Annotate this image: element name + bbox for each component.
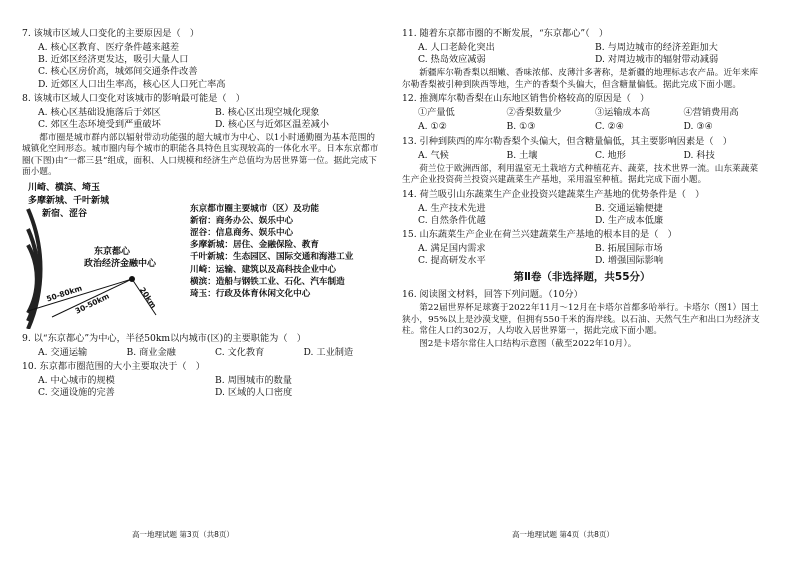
q12-option-b[interactable]: B. ①③ xyxy=(506,121,536,133)
q10-option-c[interactable]: C. 交通设施的完善 xyxy=(38,387,115,399)
ring-label-inner: 新宿、涩谷 xyxy=(42,208,88,219)
q12-item-4: ④营销费用高 xyxy=(683,107,739,119)
legend-item: 千叶新城：生态园区、国际交通和海港工业 xyxy=(190,252,354,263)
distance-label-middle: 30-50km xyxy=(73,290,111,316)
q14-option-a[interactable]: A. 生产技术先进 xyxy=(418,202,486,214)
q9-option-c[interactable]: C. 文化教育 xyxy=(215,346,265,358)
center-label-1: 东京都心 xyxy=(94,246,131,257)
q12-items xyxy=(402,107,762,119)
q14-options xyxy=(402,203,762,227)
netherlands-passage: 荷兰位于欧洲西部，利用温室无土栽培方式种植花卉、蔬菜，技术世界一流。山东莱蔬菜生产企业投资荷兰投资兴建蔬菜生产基地，采用温室种植。据此完成下面小题。 xyxy=(402,163,759,186)
page-footer-right: 高一地理试题 第4页（共8页） xyxy=(512,530,614,539)
q12-option-a[interactable]: A. ①② xyxy=(418,121,447,133)
q12-item-1: ①产量低 xyxy=(418,107,455,119)
legend-item: 新宿：商务办公、娱乐中心 xyxy=(190,215,294,226)
q9-option-a[interactable]: A. 交通运输 xyxy=(38,346,88,358)
q15-stem: 15. 山东蔬菜生产企业在荷兰兴建蔬菜生产基地的根本目的是（ ） xyxy=(402,228,677,240)
q10-options xyxy=(22,375,382,399)
metro-passage: 都市圈是城市群内部以辐射带动功能强的超大城市为中心、以1小时通勤圈为基本范围的城镇化空间形态。城市圈内每个城市的职能各具特色且实现较高的一体化水平。日本东京都市圈(下图)由“一都三县”组成，面积、人口规模和经济生产总值均为居世界第一位。据此完成下面小题。 xyxy=(22,133,379,178)
q7-option-d[interactable]: D. 近郊区人口出生率高，核心区人口死亡率高 xyxy=(38,78,226,90)
q12-item-2: ②香梨数量少 xyxy=(506,107,562,119)
q13-stem: 13. 引种到陕西的库尔勒香梨个头偏大，但含糖量偏低，其主要影响因素是（ ） xyxy=(402,135,732,147)
ring-label-middle: 多摩新城、千叶新城 xyxy=(28,195,110,206)
q7-options xyxy=(22,42,382,91)
q11-option-d[interactable]: D. 对周边城市的辐射带动减弱 xyxy=(595,54,719,66)
distance-label-outer: 50-80km xyxy=(45,283,84,303)
q12-item-3: ③运输成本高 xyxy=(595,107,651,119)
q15-options xyxy=(402,243,762,267)
qatar-passage: 第22届世界杯足球赛于2022年11月～12月在卡塔尔首都多哈举行。卡塔尔（图1）国土狭小，95%以上是沙漠戈壁，但拥有550千米的海岸线。以石油、天然气生产和出口为经济支柱。常住人口约302万，人均收入居世界第一，据此完成下面小题。 xyxy=(402,303,760,337)
q8-option-b[interactable]: B. 核心区出现空城化现象 xyxy=(215,106,320,118)
q13-options xyxy=(402,150,762,162)
legend-item: 横滨：造船与钢铁工业、石化、汽车制造 xyxy=(190,276,345,287)
legend-item: 琦玉：行政及体育休闲文化中心 xyxy=(190,288,311,299)
q11-option-c[interactable]: C. 热岛效应减弱 xyxy=(418,54,486,66)
q13-option-c[interactable]: C. 地形 xyxy=(595,149,626,161)
diagram-legend xyxy=(190,203,353,301)
legend-item: 川崎：运输、建筑以及高科技企业中心 xyxy=(190,264,337,275)
distance-label-inner: 20km xyxy=(137,285,159,310)
q15-option-d[interactable]: D. 增强国际影响 xyxy=(595,255,664,267)
q15-option-b[interactable]: B. 拓展国际市场 xyxy=(595,243,663,255)
q12-options xyxy=(402,121,762,133)
q15-option-a[interactable]: A. 满足国内需求 xyxy=(418,243,486,255)
q16-stem: 16. 阅读图文材料，回答下列问题。（10分） xyxy=(402,289,583,301)
q14-option-b[interactable]: B. 交通运输便捷 xyxy=(595,202,663,214)
legend-item: 多摩新城：居住、金融保险、教育 xyxy=(190,240,319,251)
q9-option-b[interactable]: B. 商业金融 xyxy=(126,346,176,358)
q10-option-d[interactable]: D. 区域的人口密度 xyxy=(215,387,293,399)
q10-stem: 10. 东京都市圈范围的大小主要取决于（ ） xyxy=(22,360,205,372)
q7-option-c[interactable]: C. 核心区房价高，城郊间交通条件改善 xyxy=(38,66,198,78)
q8-options xyxy=(22,107,382,131)
q15-option-c[interactable]: C. 提高研发水平 xyxy=(418,255,486,267)
q8-stem: 8. 该城市区域人口变化对该城市的影响最可能是（ ） xyxy=(22,92,245,104)
left-column xyxy=(22,28,382,401)
legend-title: 东京都市圈主要城市（区）及功能 xyxy=(190,203,319,214)
q13-option-a[interactable]: A. 气候 xyxy=(418,149,449,161)
q7-option-b[interactable]: B. 近郊区经济更发达，吸引大量人口 xyxy=(38,54,189,66)
q11-stem: 11. 随着东京都市圈的不断发展，“东京都心”（ ） xyxy=(402,28,609,39)
figure-note: 图2是卡塔尔常住人口结构示意图（截至2022年10月）。 xyxy=(419,339,637,350)
q11-option-a[interactable]: A. 人口老龄化突出 xyxy=(418,42,495,54)
section-title: 第Ⅱ卷（非选择题，共55分） xyxy=(513,271,651,284)
center-label-2: 政治经济金融中心 xyxy=(84,258,157,269)
q7-option-a[interactable]: A. 核心区教育、医疗条件越来越差 xyxy=(38,42,180,54)
tokyo-metro-diagram xyxy=(22,181,382,329)
right-column xyxy=(402,28,762,353)
q8-option-a[interactable]: A. 核心区基础设施落后于郊区 xyxy=(38,106,161,118)
pear-passage: 新疆库尔勒香梨以细嫩、香味浓郁、皮薄汁多著称，是新疆的地理标志农产品。近年来库尔勒香梨被引种到陕西等地，生产的香梨个头偏大，但含糖量偏低。据此完成下面小题。 xyxy=(402,68,759,90)
legend-item: 涩谷：信息商务、娱乐中心 xyxy=(190,227,294,238)
q10-option-b[interactable]: B. 周围城市的数量 xyxy=(215,374,292,386)
q11-options xyxy=(402,42,762,66)
q12-option-d[interactable]: D. ③④ xyxy=(683,121,713,133)
q8-option-c[interactable]: C. 郊区生态环境受到严重破坏 xyxy=(38,118,161,130)
q8-option-d[interactable]: D. 核心区与近郊区温差减小 xyxy=(215,118,329,130)
q13-option-b[interactable]: B. 土壤 xyxy=(506,149,538,161)
q7-stem: 7. 该城市区域人口变化的主要原因是（ ） xyxy=(22,28,200,39)
tokyo-center-dot xyxy=(129,276,135,282)
q10-option-a[interactable]: A. 中心城市的规模 xyxy=(38,374,115,386)
ring-label-outer: 川崎、横滨、埼玉 xyxy=(28,182,101,193)
q12-stem: 12. 推测库尔勒香梨在山东地区销售价格较高的原因是（ ） xyxy=(402,93,650,105)
q14-stem: 14. 荷兰吸引山东蔬菜生产企业投资兴建蔬菜生产基地的优势条件是（ ） xyxy=(402,188,705,200)
q9-option-d[interactable]: D. 工业制造 xyxy=(303,346,354,358)
q9-stem: 9. 以“东京都心”为中心，半径50km以内城市(区)的主要职能为（ ） xyxy=(22,332,306,344)
q11-option-b[interactable]: B. 与周边城市的经济差距加大 xyxy=(595,42,718,54)
q9-options xyxy=(22,347,382,359)
q12-option-c[interactable]: C. ②④ xyxy=(595,121,625,133)
q14-option-c[interactable]: C. 自然条件优越 xyxy=(418,214,486,226)
q14-option-d[interactable]: D. 生产成本低廉 xyxy=(595,214,664,226)
q13-option-d[interactable]: D. 科技 xyxy=(683,149,715,161)
page-footer-left: 高一地理试题 第3页（共8页） xyxy=(132,530,234,539)
